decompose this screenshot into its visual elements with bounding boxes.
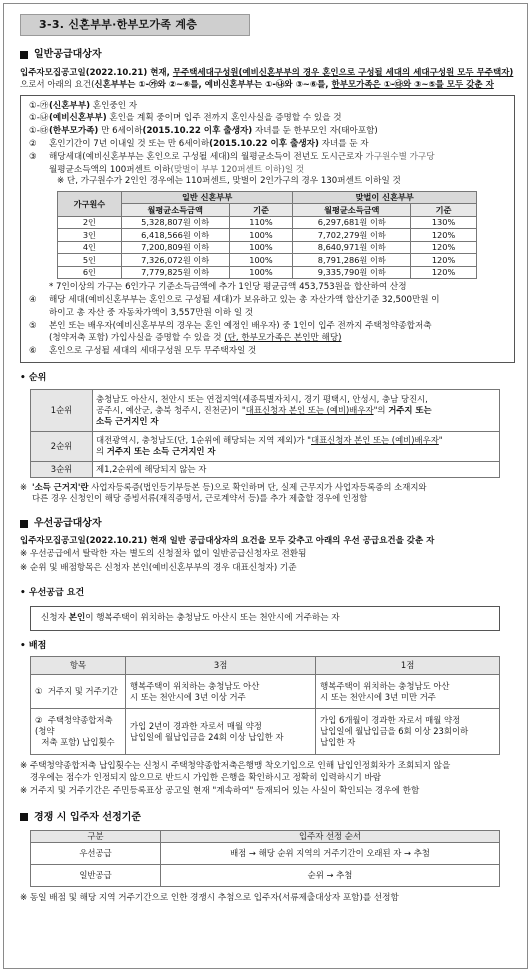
competition-note: ※ 동일 배점 및 해당 지역 거주기간으로 인한 경쟁시 추첨으로 입주자(서류제출대상자 포함)를 선정함	[20, 892, 399, 903]
priority-intro: 입주자모집공고일(2022.10.21) 현재 일반 공급대상자의 요건을 모두 갖추고 아래의 우선 공급요건을 갖춘 자	[20, 536, 435, 547]
priority-heading: 우선공급대상자	[20, 517, 515, 530]
income-header-count: 가구원수	[58, 191, 122, 216]
table-row: 4인 7,200,809원 이하 100% 8,640,971원 이하 120%	[58, 241, 477, 254]
req-1b: ①-㉯ (예비신혼부부) 혼인을 계획 중이며 입주 전까지 혼인사실을 증명할 수 있을 것	[29, 113, 342, 124]
priority-req-box: 신청자 본인이 행복주택이 위치하는 충청남도 아산시 또는 천안시에 거주하는 자	[30, 606, 500, 631]
table-row: 우선공급 배점 → 해당 순위 지역의 거주기간이 오래된 자 → 추첨	[31, 842, 500, 864]
requirements-box	[20, 95, 515, 363]
priority-note-1: ※ 우선공급에서 탈락한 자는 별도의 신청절차 없이 일반공급신청자로 전환됨	[20, 549, 307, 560]
req-6: ⑥ 혼인으로 구성될 세대의 세대구성원 모두 무주택자일 것	[29, 346, 257, 357]
income-header-double: 맞벌이 신혼부부	[293, 191, 477, 204]
req-1c: ①-㉰ (한부모가족) 만 6세이하(2015.10.22 이후 출생자) 자녀를 둔 한부모인 자(태아포함)	[29, 126, 378, 137]
req-5-line2: (청약저축 포함) 가입사실을 증명할 수 있을 것 (단, 한부모가족은 본인만 해당)	[49, 333, 342, 344]
general-supply-heading: 일반공급대상자	[20, 48, 515, 61]
priority-note-2: ※ 순위 및 배점항목은 신청자 본인(예비신혼부부의 경우 대표신청자) 기준	[20, 562, 297, 573]
square-bullet-icon	[20, 813, 28, 821]
req-4: ④ 해당 세대(예비신혼부부는 혼인으로 구성될 세대)가 보유하고 있는 총 자산가액 합산기준 32,500만원 이	[29, 295, 440, 306]
competition-table: 구분 입주자 선정 순서 우선공급 배점 → 해당 순위 지역의 거주기간이 오래된 자 → 추첨 일반공급 순위 → 추첨	[30, 830, 500, 887]
table-row: 5인 7,326,072원 이하 100% 8,791,286원 이하 120%	[58, 254, 477, 267]
ranking-heading: • 순위	[20, 372, 47, 383]
income-header-single: 일반 신혼부부	[121, 191, 293, 204]
square-bullet-icon	[20, 51, 28, 59]
ranking-table	[30, 389, 500, 478]
table-note: * 7인이상의 가구는 6인가구 기준소득금액에 추가 1인당 평균금액 453,753원을 합산하여 산정	[49, 282, 407, 293]
table-row: ② 주택청약종합저축(청약 저축 포함) 납입횟수 가입 2년이 경과한 자로서 매월 약정 납입일에 월납입금을 24회 이상 납입한 자 가입 6개월이 경과한 자로서 매월 약정 납입일에 월납입금을 6회 이상 23회이하 납입한 자	[31, 709, 500, 755]
priority-req-heading: • 우선공급 요건	[20, 587, 85, 598]
req-2: ② 혼인기간이 7년 이내일 것 또는 만 6세이하(2015.10.22 이후 출생자) 자녀를 둔 자	[29, 139, 369, 150]
req-3-line2: 월평균소득액의 100퍼센트 이하(맞벌이 부부 120퍼센트 이하)일 것	[49, 164, 305, 175]
income-table: 가구원수 일반 신혼부부 맞벌이 신혼부부 월평균소득금액 기준 월평균소득금액 기준 2인 5,328,807원 이하 110% 6,297,681원 이하 130% 3인 6,418,566원 이하 100% 7,702,279원 이하 120% 4인 7,200,809원 이하 100% 8,640,971원 이하 120% 5인 7,326,072원 이하 100% 8,791,286원 이하 120% 6인 7,779,825원 이하 100% 9,335,790원 이하 120%	[57, 191, 477, 280]
score-note-2: ※ 거주지 및 거주기간은 주민등록표상 공고일 현재 "계속하여" 등재되어 있는 사실이 확인되는 경우에 한함	[20, 785, 420, 796]
req-5: ⑤ 본인 또는 배우자(예비신혼부부의 경우는 혼인 예정인 배우자) 중 1인이 입주 전까지 주택청약종합저축	[29, 320, 432, 331]
table-row: ① 거주지 및 거주기간 행복주택이 위치하는 충청남도 아산 시 또는 천안시에 3년 이상 거주 행복주택이 위치하는 충청남도 아산 시 또는 천안시에 3년 미만 거주	[31, 675, 500, 709]
table-row: 2인 5,328,807원 이하 110% 6,297,681원 이하 130%	[58, 216, 477, 229]
req-1a: ①-㉮ (신혼부부) 혼인중인 자	[29, 100, 138, 111]
table-row: 1순위 충청남도 아산시, 천안시 또는 연접지역(세종특별자치시, 경기 평택시, 안성시, 충남 당진시, 공주시, 예산군, 충북 청주시, 진천군)이 "대표신청자 본인 또는 (예비)배우자"의 거주지 또는 소득 근거지인 자	[31, 389, 500, 431]
general-intro: 입주자모집공고일(2022.10.21) 현재, 무주택세대구성원(예비신혼부부의 경우 혼인으로 구성될 세대의 세대구성원 모두 무주택자)으로서 아래의 요건(신혼부부는 ①-㉮와 ②~⑥를, 예비신혼부부는 ①-㉯와 ③~⑥를, 한부모가족은 ①-㉰와 ③~⑤를 모두 갖춘 자	[20, 68, 514, 91]
score-note-1: ※ 주택청약종합저축 납입횟수는 신청시 주택청약종합저축은행맹 착오기입으로 인해 납입인정회차가 조회되지 않을 경우에는 점수가 인정되지 않으므로 반드시 가입한 은행을 확인하시고 정확히 입력하시기 바람	[20, 761, 451, 783]
req-3: ③ 해당세대(예비신혼부부는 혼인으로 구성될 세대)의 월평균소득이 전년도 도시근로자 가구원수별 가구당	[29, 151, 435, 162]
score-heading: • 배점	[20, 640, 47, 651]
req-4-line2: 하이고 총 자산 중 자동차가액이 3,557만원 이하 일 것	[49, 307, 254, 318]
table-row: 3순위 제1,2순위에 해당되지 않는 자	[31, 461, 500, 477]
score-table: 항목 3점 1점 ① 거주지 및 거주기간 행복주택이 위치하는 충청남도 아산 시 또는 천안시에 3년 이상 거주 행복주택이 위치하는 충청남도 아산 시 또는 천안시에 3년 미만 거주 ② 주택청약종합저축(청약 저축 포함) 납입횟수 가입 2년이 경과한 자로서 매월 약정 납입일에 월납입금을 24회 이상 납입한 자 가입 6개월이 경과한 자로서 매월 약정 납입일에 월납입금을 6회 이상 23회이하 납입한 자	[30, 656, 500, 755]
square-bullet-icon	[20, 520, 28, 528]
section-title: 3-3. 신혼부부·한부모가족 계층	[20, 14, 250, 36]
table-row: 일반공급 순위 → 추첨	[31, 864, 500, 886]
table-row: 2순위 대전광역시, 충청남도(단, 1순위에 해당되는 지역 제외)가 "대표신청자 본인 또는 (예비)배우자" 의 거주지 또는 소득 근거지인 자	[31, 431, 500, 461]
table-row: 6인 7,779,825원 이하 100% 9,335,790원 이하 120%	[58, 266, 477, 279]
document-page	[3, 3, 528, 969]
ranking-note: ※ '소득 근거지'란 사업자등록증(법인등기부등본 등)으로 확인하며 단, 실제 근무지가 사업자등록증의 소재지와 다른 경우 신청인이 해당 증빙서류(재직증명서, 근로계약서 등)를 추가 제출할 경우에 인정함	[20, 481, 427, 503]
competition-heading: 경쟁 시 입주자 선정기준	[20, 811, 515, 824]
req-3-note: ※ 단, 가구원수가 2인인 경우에는 110퍼센트, 맞벌이 2인가구의 경우 130퍼센트 이하일 것	[57, 175, 401, 186]
table-row: 3인 6,418,566원 이하 100% 7,702,279원 이하 120%	[58, 229, 477, 242]
